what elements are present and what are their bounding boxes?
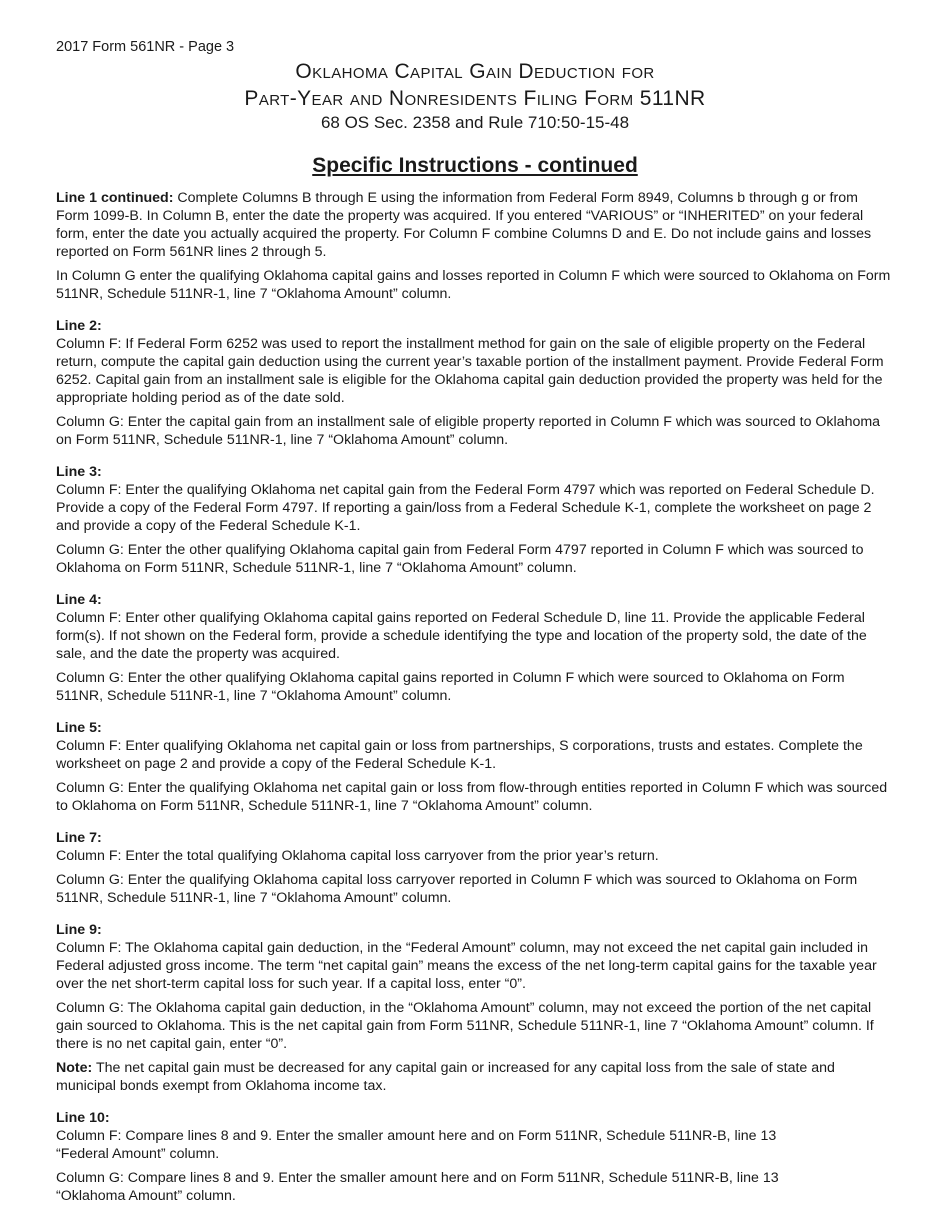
- line-5-section: [56, 719, 894, 815]
- line-3-column-f: Column F: Enter the qualifying Oklahoma net capital gain from the Federal Form 4797 which was reported on Federal Schedule D. Provide a copy of the Federal Form 4797. If reporting a gain/loss from a Federal Schedule K-1, complete the worksheet on page 2 and provide a copy of the Federal Schedule K-1.: [56, 482, 875, 534]
- line-7-column-f: Column F: Enter the total qualifying Oklahoma capital loss carryover from the prior year’s return.: [56, 848, 659, 864]
- line-10-column-g-line-1: Column G: Compare lines 8 and 9. Enter the smaller amount here and on Form 511NR, Schedule 511NR-B, line 13: [56, 1170, 779, 1186]
- line-1-section: [56, 189, 894, 303]
- line-5-label: Line 5:: [56, 720, 102, 736]
- line-3-column-g: Column G: Enter the other qualifying Oklahoma capital gain from Federal Form 4797 reported in Column F which was sourced to Oklahoma on Form 511NR, Schedule 511NR-1, line 7 “Oklahoma Amount” column.: [56, 542, 864, 576]
- line-9-column-f: Column F: The Oklahoma capital gain deduction, in the “Federal Amount” column, may not exceed the net capital gain included in Federal adjusted gross income. The term “net capital gain” means the excess of the net long-term capital gains for the taxable year over the net short-term capital loss for such year. If a capital loss, enter “0”.: [56, 940, 877, 992]
- line-1-paragraph: [56, 189, 894, 261]
- line-5-column-f: Column F: Enter qualifying Oklahoma net capital gain or loss from partnerships, S corporations, trusts and estates. Complete the worksheet on page 2 and provide a copy of the Federal Schedule K-1.: [56, 738, 863, 772]
- line-4-section: [56, 591, 894, 705]
- line-2-column-f: Column F: If Federal Form 6252 was used to report the installment method for gain on the sale of eligible property on the Federal return, compute the capital gain deduction using the current year’s taxable portion of the installment payment. Provide Federal Form 6252. Capital gain from an installment sale is eligible for the Oklahoma capital gain deduction provided the property was held for the appropriate holding period as of the date sold.: [56, 336, 884, 406]
- instructions-body: [56, 189, 894, 1211]
- line-10-column-f-line-2: “Federal Amount” column.: [56, 1146, 220, 1162]
- line-7-column-g: Column G: Enter the qualifying Oklahoma capital loss carryover reported in Column F which was sourced to Oklahoma on Form 511NR, Schedule 511NR-1, line 7 “Oklahoma Amount” column.: [56, 872, 858, 906]
- line-4-column-g: Column G: Enter the other qualifying Oklahoma capital gains reported in Column F which were sourced to Oklahoma on Form 511NR, Schedule 511NR-1, line 7 “Oklahoma Amount” column.: [56, 670, 845, 704]
- page-label: 2017 Form 561NR - Page 3: [56, 39, 235, 55]
- line-1-text: Complete Columns B through E using the information from Federal Form 8949, Columns b through g or from Form 1099-B. In Column B, enter the date the property was acquired. If you entered “VARIOUS” or “INHERITED” on your federal form, enter the date you actually acquired the property. For Column F combine Columns D and E. Do not include gains and losses reported on Form 561NR lines 2 through 5.: [56, 190, 872, 260]
- line-1-label: Line 1 continued:: [56, 190, 174, 206]
- line-10-column-f: [56, 1127, 894, 1163]
- line-2-section: [56, 317, 894, 449]
- statute-reference: 68 OS Sec. 2358 and Rule 710:50-15-48: [320, 113, 630, 132]
- line-9-label: Line 9:: [56, 922, 102, 938]
- line-7-label: Line 7:: [56, 830, 102, 846]
- line-4-label: Line 4:: [56, 592, 102, 608]
- line-9-column-g: Column G: The Oklahoma capital gain deduction, in the “Oklahoma Amount” column, may not exceed the portion of the net capital gain sourced to Oklahoma. This is the net capital gain from Form 511NR, Schedule 511NR-1, line 7 “Oklahoma Amount” column. If there is no net capital gain, enter “0”.: [56, 1000, 874, 1052]
- line-1-column-g: In Column G enter the qualifying Oklahoma capital gains and losses reported in Column F which were sourced to Oklahoma on Form 511NR, Schedule 511NR-1, line 7 “Oklahoma Amount” column.: [56, 268, 891, 302]
- line-3-section: [56, 463, 894, 577]
- note-label: Note:: [56, 1060, 93, 1076]
- line-2-label: Line 2:: [56, 318, 102, 334]
- line-9-note: [56, 1059, 894, 1095]
- note-text: The net capital gain must be decreased for any capital gain or increased for any capital loss from the sale of state and municipal bonds exempt from Oklahoma income tax.: [56, 1060, 835, 1094]
- line-2-column-g: Column G: Enter the capital gain from an installment sale of eligible property reported in Column F which was sourced to Oklahoma on Form 511NR, Schedule 511NR-1, line 7 “Oklahoma Amount” column.: [56, 414, 881, 448]
- line-4-column-f: Column F: Enter other qualifying Oklahoma capital gains reported on Federal Schedule D, line 11. Provide the applicable Federal form(s). If not shown on the Federal form, provide a schedule identifying the type and location of the property sold, the date of the sale, and the date the property was acquired.: [56, 610, 867, 662]
- line-7-section: [56, 829, 894, 907]
- form-title-line-2: Part-Year and Nonresidents Filing Form 511NR: [244, 87, 706, 110]
- line-5-column-g: Column G: Enter the qualifying Oklahoma net capital gain or loss from flow-through entities reported in Column F which was sourced to Oklahoma on Form 511NR, Schedule 511NR-1, line 7 “Oklahoma Amount” column.: [56, 780, 888, 814]
- line-10-section: [56, 1109, 894, 1205]
- line-10-label: Line 10:: [56, 1110, 110, 1126]
- section-heading: Specific Instructions - continued: [312, 154, 638, 177]
- title-block: [0, 58, 950, 134]
- line-10-column-g-line-2: “Oklahoma Amount” column.: [56, 1188, 236, 1204]
- line-9-section: [56, 921, 894, 1095]
- line-10-column-g: [56, 1169, 894, 1205]
- form-title-line-1: Oklahoma Capital Gain Deduction for: [295, 60, 655, 83]
- line-3-label: Line 3:: [56, 464, 102, 480]
- line-10-column-f-line-1: Column F: Compare lines 8 and 9. Enter the smaller amount here and on Form 511NR, Schedule 511NR-B, line 13: [56, 1128, 777, 1144]
